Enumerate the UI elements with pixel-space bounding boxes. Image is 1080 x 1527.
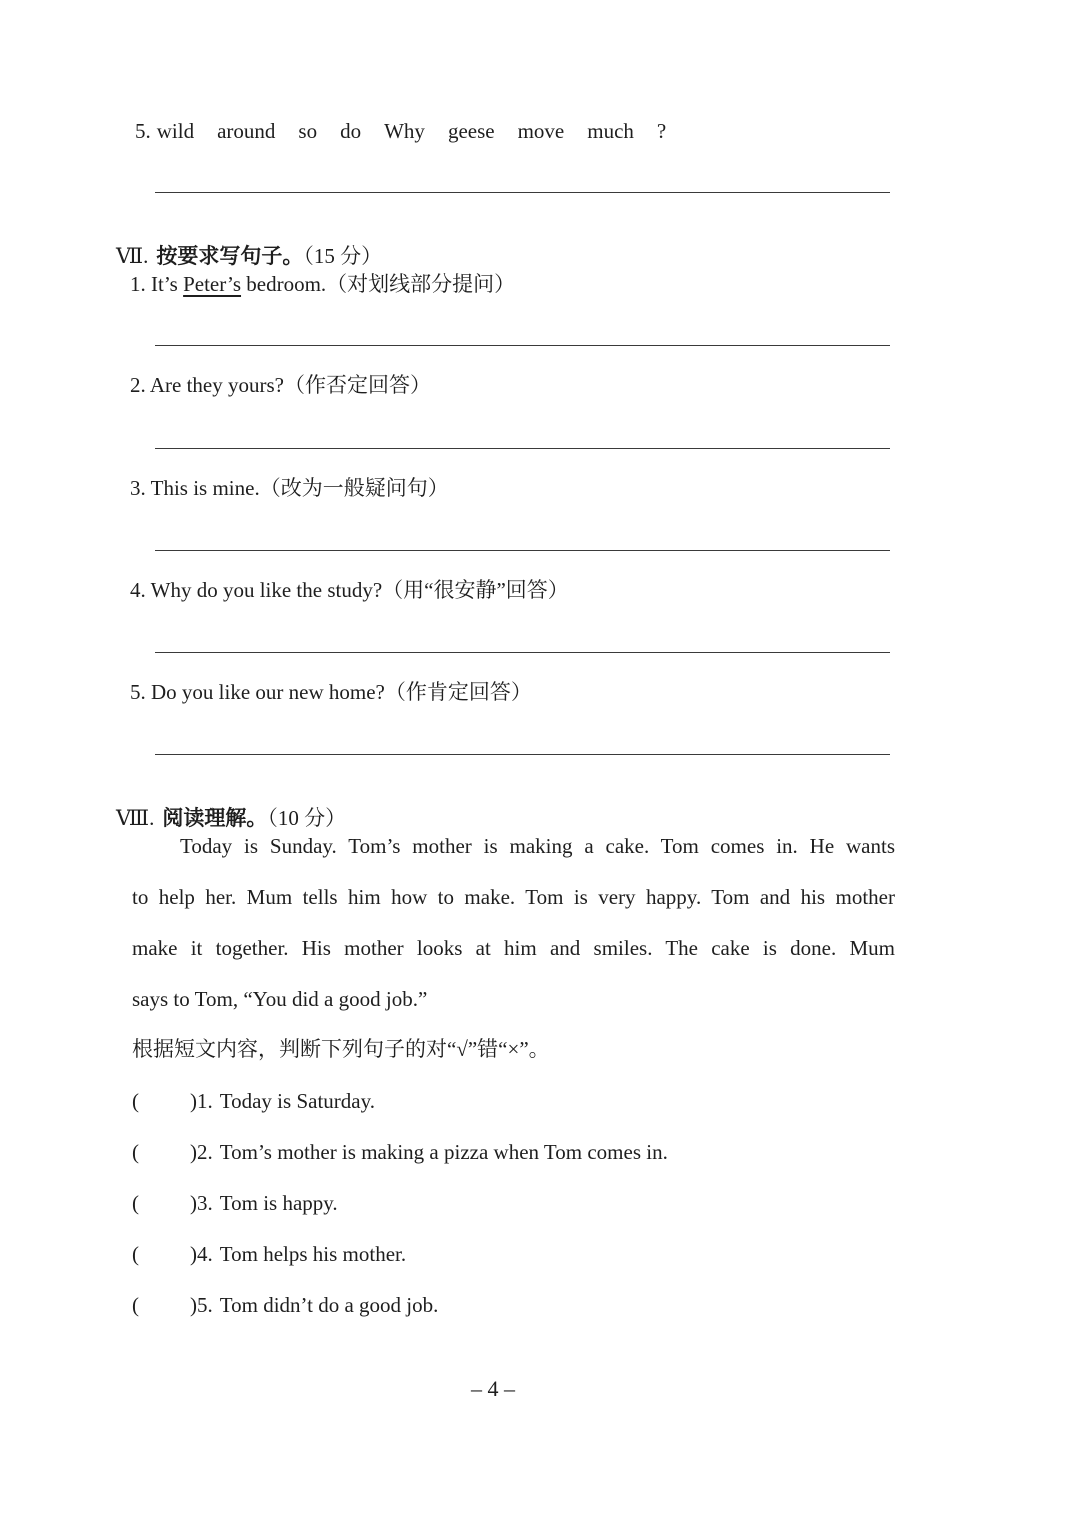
close-bracket: ) [190, 1140, 197, 1164]
answer-line [155, 754, 890, 755]
passage-line: says to Tom, “You did a good job.” [132, 987, 428, 1011]
tf-item-4 [190, 1242, 406, 1266]
scramble-word: wild [156, 119, 195, 143]
tf-item-5-open-bracket: ( [132, 1293, 139, 1317]
scramble-word: around [217, 119, 276, 143]
tf-item-1-open-bracket: ( [132, 1089, 139, 1113]
close-bracket: ) [190, 1191, 197, 1215]
tf-item-1 [190, 1089, 375, 1113]
answer-line [155, 550, 890, 551]
scramble-word: much [587, 119, 634, 143]
question-1 [130, 272, 515, 296]
scramble-number: 5. [135, 119, 151, 143]
close-bracket: ) [190, 1293, 197, 1317]
item-text: Tom’s mother is making a pizza when Tom comes in. [219, 1140, 668, 1164]
question-1-suffix: bedroom.（对划线部分提问） [241, 272, 516, 296]
passage-line: make it together. His mother looks at him and smiles. The cake is done. Mum [132, 936, 895, 960]
question-3: 3. This is mine.（改为一般疑问句） [130, 476, 449, 500]
section-numeral: Ⅷ. [116, 806, 155, 830]
item-number: 5. [197, 1293, 213, 1317]
question-2: 2. Are they yours?（作否定回答） [130, 373, 431, 397]
item-text: Tom didn’t do a good job. [219, 1293, 439, 1317]
scramble-word: so [298, 119, 318, 143]
tf-item-2-open-bracket: ( [132, 1140, 139, 1164]
instruction: 根据短文内容，判断下列句子的对“√”错“×”。 [132, 1037, 550, 1061]
scramble-question [135, 119, 689, 143]
tf-item-5 [190, 1293, 438, 1317]
close-bracket: ) [190, 1242, 197, 1266]
passage-line: Today is Sunday. Tom’s mother is making a cake. Tom comes in. He wants [180, 834, 895, 858]
tf-item-2 [190, 1140, 668, 1164]
question-1-underlined-word: Peter’s [183, 272, 242, 296]
question-5: 5. Do you like our new home?（作肯定回答） [130, 680, 532, 704]
scramble-word: do [340, 119, 362, 143]
section-title: 阅读理解。 [162, 806, 268, 830]
item-number: 4. [197, 1242, 213, 1266]
answer-line [155, 192, 890, 193]
question-1-prefix: 1. It’s [130, 272, 184, 296]
item-number: 3. [197, 1191, 213, 1215]
answer-line [155, 448, 890, 449]
tf-item-4-open-bracket: ( [132, 1242, 139, 1266]
item-text: Today is Saturday. [219, 1089, 375, 1113]
scramble-word: Why [384, 119, 425, 143]
scramble-word: geese [447, 119, 495, 143]
section-numeral: Ⅶ. [116, 244, 149, 268]
item-text: Tom is happy. [219, 1191, 338, 1215]
section-points: （15 分） [303, 244, 383, 268]
question-4: 4. Why do you like the study?（用“很安静”回答） [130, 578, 569, 602]
page-number: – 4 – [471, 1376, 515, 1401]
item-text: Tom helps his mother. [219, 1242, 407, 1266]
section-title: 按要求写句子。 [156, 244, 304, 268]
tf-item-3 [190, 1191, 338, 1215]
tf-item-3-open-bracket: ( [132, 1191, 139, 1215]
section-points: （10 分） [267, 806, 347, 830]
scramble-word: move [517, 119, 565, 143]
answer-line [155, 652, 890, 653]
passage-line: to help her. Mum tells him how to make. Tom is very happy. Tom and his mother [132, 885, 895, 909]
item-number: 1. [197, 1089, 213, 1113]
scramble-word: ? [656, 119, 667, 143]
answer-line [155, 345, 890, 346]
close-bracket: ) [190, 1089, 197, 1113]
item-number: 2. [197, 1140, 213, 1164]
